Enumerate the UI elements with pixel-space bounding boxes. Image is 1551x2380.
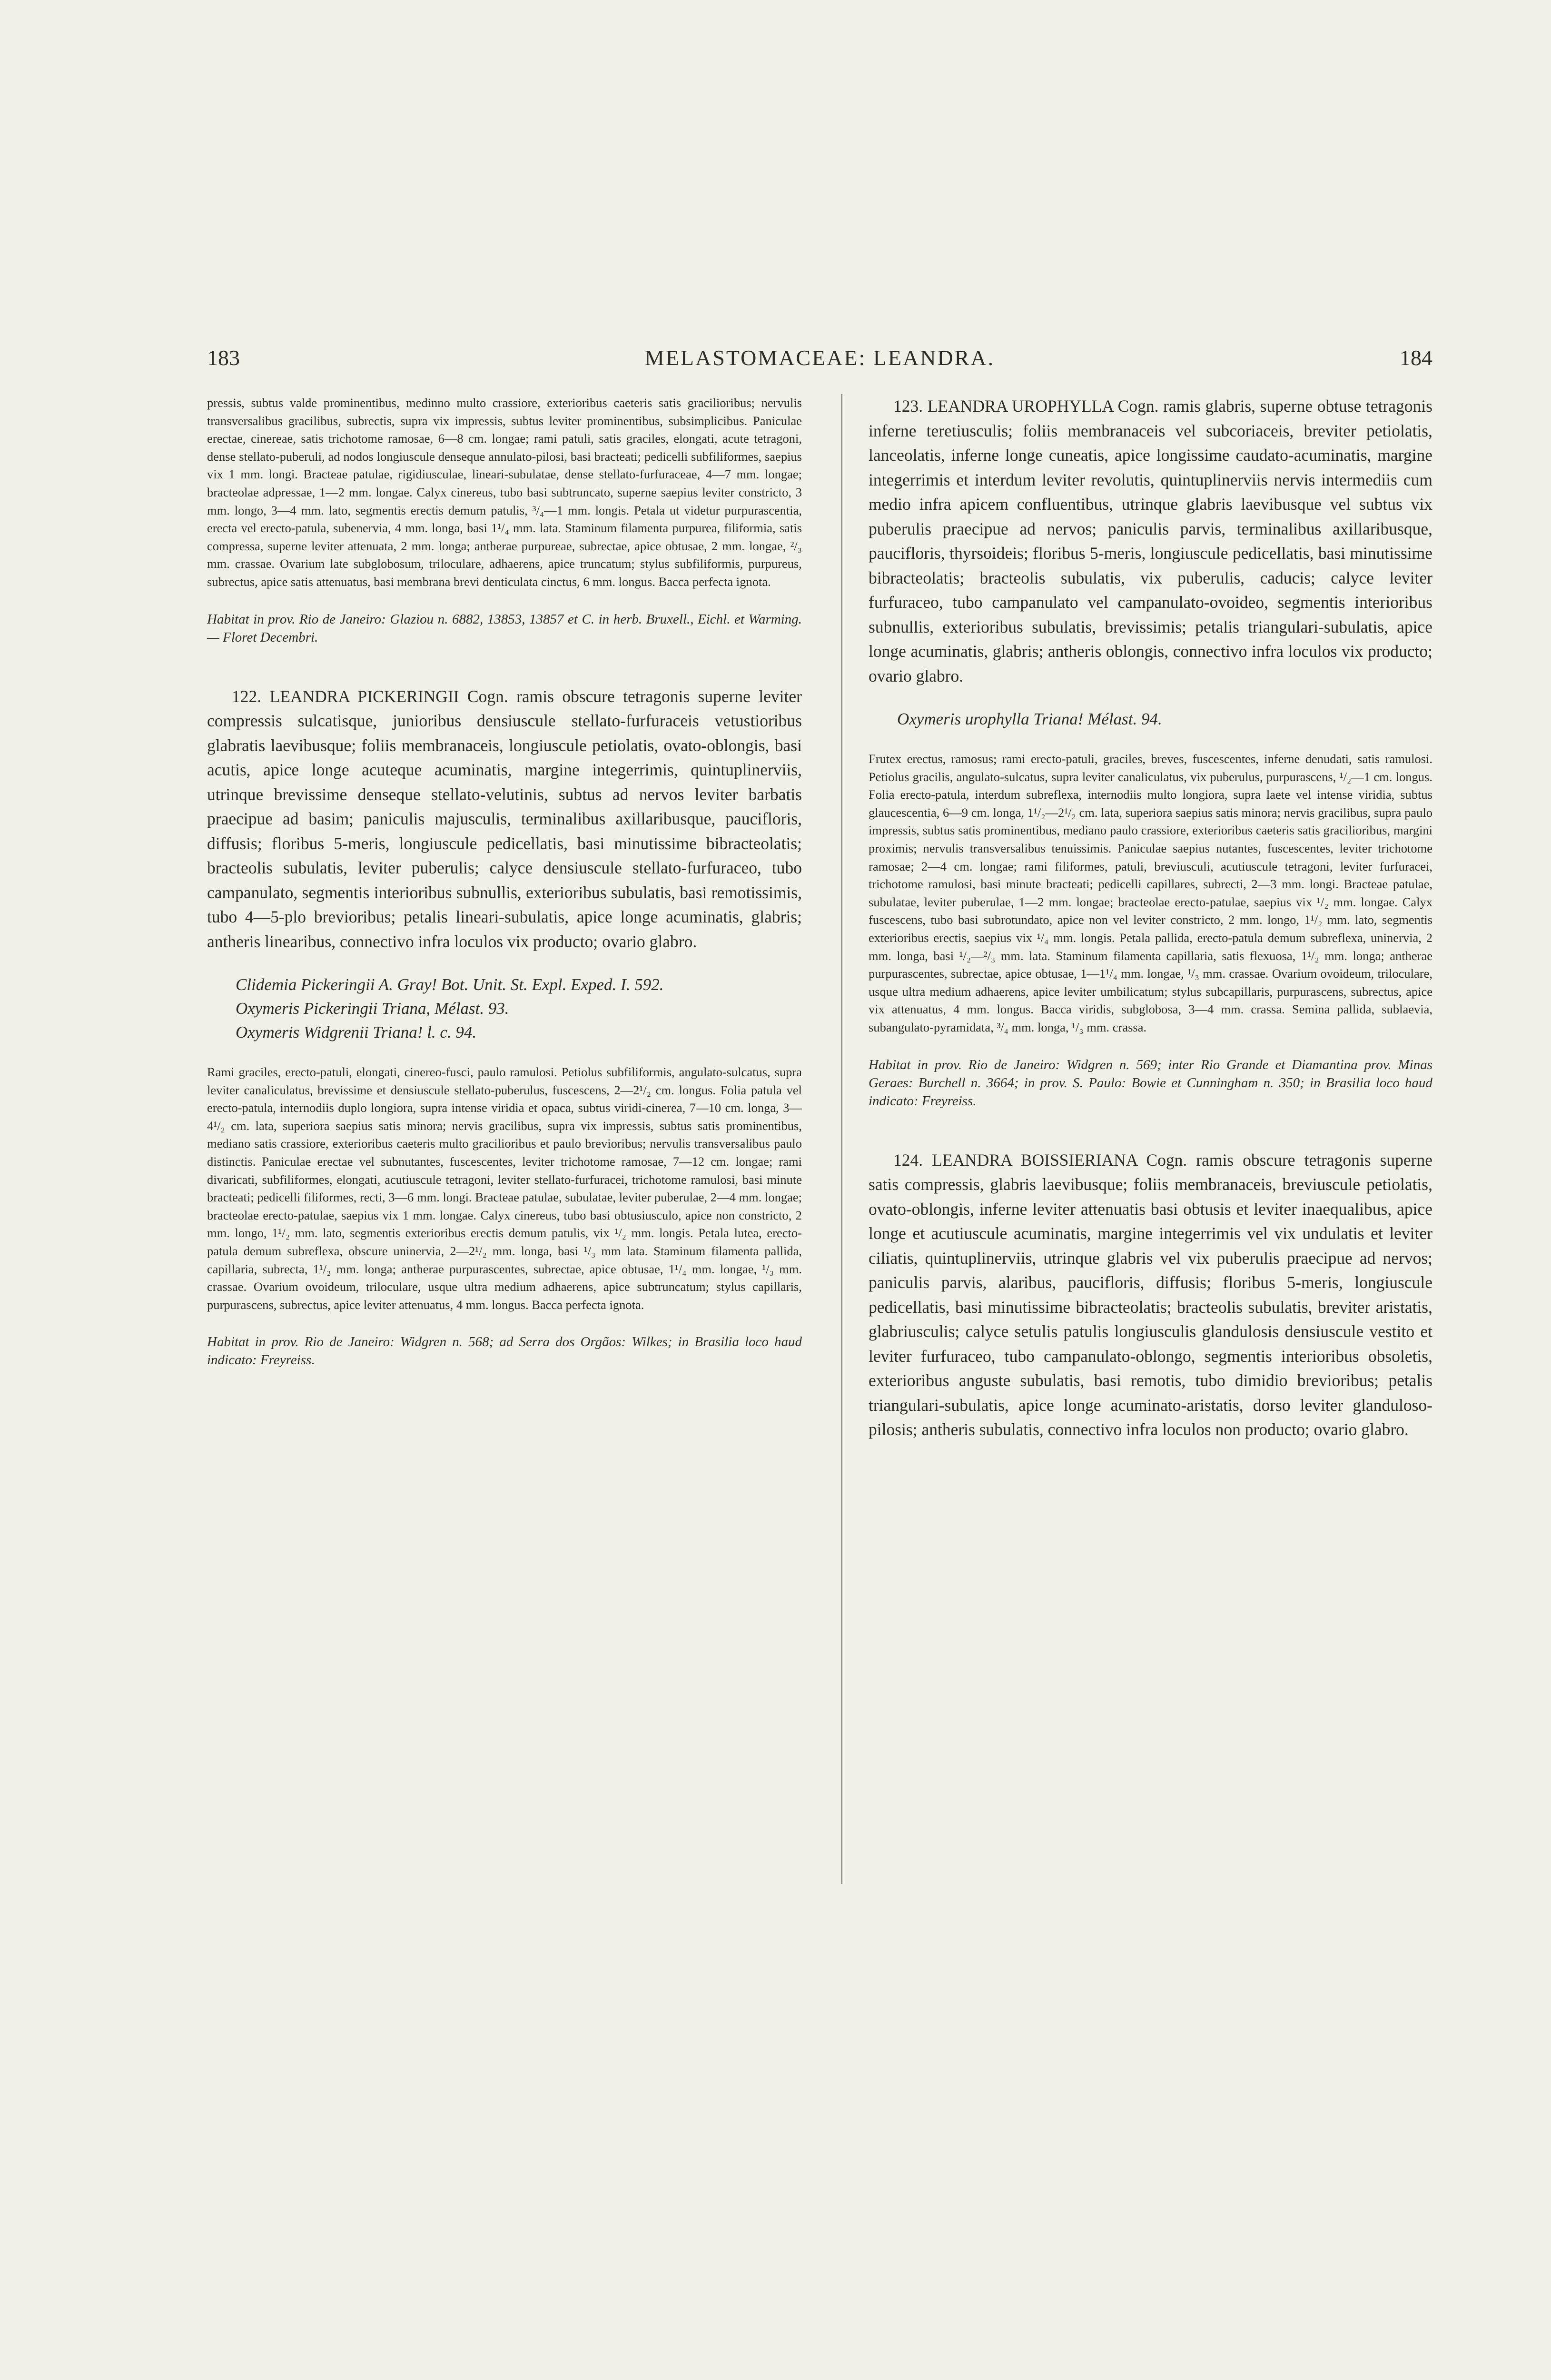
description-122: Rami graciles, erecto-patuli, elongati, cinereo-fusci, paulo ramulosi. Petiolus subfiliformis, angulato-sulcatus, supra leviter canaliculatus, brevissime et densiuscule stellato-puberulus, fuscescens, 2—2¹/₂ cm. longus. Folia patula vel erecto-patula, internodiis duplo longiora, supra intense viridia et opaca, subtus viridi-cinerea, 7—10 cm. longa, 3—4¹/₂ cm. lata, superiora saepius satis minora; nervis gracilibus, supra vix impressis, subtus satis prominentibus, mediano satis crassiore, exterioribus caeteris multo gracilioribus et paulo brevioribus; nervulis transversalibus paulo distinctis. Paniculae erectae vel subnutantes, fuscescentes, leviter trichotome ramosae, 7—12 cm. longae; rami divaricati, subfiliformes, elongati, acutiuscule tetragoni, leviter stellato-furfuracei, trichotome ramulosi, basi minute bracteati; pedicelli filiformes, recti, 3—6 mm. longi. Bracteae patulae, subulatae, leviter puberulae, 2—4 mm. longae; bracteolae erecto-patulae, saepius vix 1 mm. longae. Calyx cinereus, tubo basi obtusiusculo, apice non constricto, 2 mm. longo, 1¹/₂ mm. lato, segmentis exterioribus erectis demum patulis, vix ¹/₂ mm. longis. Petala lutea, erecto-patula demum subreflexa, obscure uninervia, 2—2¹/₂ mm. longa, basi ¹/₃ mm lata. Staminum filamenta pallida, capillaria, subrecta, 1¹/₂ mm. longa; antherae purpurascentes, subrectae, apice obtusae, 1¹/₄ mm. longae, ¹/₃ mm. crassae. Ovarium ovoideum, triloculare, usque ultra medium adhaerens, apice subtruncatum; stylus capillaris, purpurascens, subrectus, apice leviter attenuatus, 4 mm. longus. Bacca perfecta ignota. xyxy=(207,1065,802,1312)
synonym-122-2: Oxymeris Pickeringii Triana, Mélast. 93. xyxy=(236,999,509,1018)
habitat-123: Habitat in prov. Rio de Janeiro: Widgren n. 569; inter Rio Grande et Diamantina prov. Minas Geraes: Burchell n. 3664; in prov. S. Paulo: Bowie et Cunningham n. 350; in Brasilia loco haud indicato: Freyreiss. xyxy=(869,1057,1432,1109)
column-divider xyxy=(841,394,842,1884)
habitat-121: Habitat in prov. Rio de Janeiro: Glaziou n. 6882, 13853, 13857 et C. in herb. Bruxell., Eichl. et Warming. — Floret Decembri. xyxy=(207,611,802,645)
right-column xyxy=(869,394,1432,1442)
synonym-123: Oxymeris urophylla Triana! Mélast. 94. xyxy=(897,710,1162,728)
habitat-122: Habitat in prov. Rio de Janeiro: Widgren n. 568; ad Serra dos Orgãos: Wilkes; in Brasilia loco haud indicato: Freyreiss. xyxy=(207,1334,802,1368)
left-column xyxy=(207,394,802,1369)
species-123-diagnosis: 123. LEANDRA UROPHYLLA Cogn. ramis glabris, superne obtuse tetragonis inferne teretiusculis; foliis membranaceis vel subcoriaceis, breviter petiolatis, lanceolatis, inferne longe cuneatis, apice longissime caudato-acuminatis, margine integerrimis et interdum leviter revolutis, quintuplinerviis nervis intermediis cum medio infra apicem confluentibus, utrinque glabris laevibusque vel subtus vix puberulis praecipue ad nervos; paniculis parvis, terminalibus axillaribusque, paucifloris, thyrsoideis; floribus 5-meris, longiuscule pedicellatis, basi minutissime bibracteolatis; bracteolis subulatis, vix puberulis, caducis; calyce leviter furfuraceo, tubo campanulato vel campanulato-ovoideo, segmentis interioribus subnullis, exterioribus subulatis, brevissimis; petalis triangulari-subulatis, apice longe acuminatis, glabris; antheris oblongis, connectivo infra loculos vix producto; ovario glabro. xyxy=(869,397,1432,685)
page-header xyxy=(207,345,1432,378)
continued-description: pressis, subtus valde prominentibus, medinno multo crassiore, exterioribus caeteris satis gracilioribus; nervulis transversalibus gracilibus, subrectis, supra vix impressis, subtus leviter prominentibus, subsimplicibus. Paniculae erectae, cinereae, satis trichotome ramosae, 6—8 cm. longae; rami patuli, satis graciles, elongati, acute tetragoni, dense stellato-puberuli, ad nodos longiuscule denseque annulato-pilosi, basi bracteati; pedicelli subfiliformes, saepius vix 1 mm. longi. Bracteae patulae, rigidiusculae, lineari-subulatae, dense stellato-furfuraceae, 4—7 mm. longae; bracteolae adpressae, 1—2 mm. longae. Calyx cinereus, tubo basi subtruncato, superne saepius leviter constricto, 3 mm. longo, 3—4 mm. lato, segmentis erectis demum patulis, ³/₄—1 mm. longis. Petala ut videtur purpurascentia, erecta vel erecto-patula, subenervia, 4 mm. longa, basi 1¹/₄ mm. lata. Staminum filamenta purpurea, filiformia, satis compressa, superne leviter attenuata, 2 mm. longa; antherae purpureae, subrectae, apice obtusae, 2 mm. longae, ²/₃ mm. crassae. Ovarium late subglobosum, triloculare, adhaerens, apice truncatum; stylus subfiliformis, purpureus, subrectus, apice satis attenuatus, basi membrana brevi denticulata cinctus, 6 mm. longus. Bacca perfecta ignota. xyxy=(207,396,802,589)
page-number-left: 183 xyxy=(207,346,240,370)
description-123: Frutex erectus, ramosus; rami erecto-patuli, graciles, breves, fuscescentes, inferne denudati, satis ramulosi. Petiolus gracilis, angulato-sulcatus, supra leviter canaliculatus, vix puberulus, purpurascens, ¹/₂—1 cm. longus. Folia erecto-patula, interdum subreflexa, internodiis multo longiora, supra laete vel intense viridia, subtus glaucescentia, 6—9 cm. longa, 1¹/₂—2¹/₂ cm. lata, superiora saepius satis minora; nervis gracilibus, supra paulo impressis, subtus satis prominentibus, mediano paulo crassiore, exterioribus caeteris satis gracilioribus, margini proximis; nervulis transversalibus tenuissimis. Paniculae saepius nutantes, fuscescentes, leviter trichotome ramosae; 2—4 cm. longae; rami filiformes, patuli, breviusculi, acutiuscule tetragoni, leviter furfuracei, trichotome ramulosi, basi minute bracteati; pedicelli capillares, subrecti, 2—3 mm. longi. Bracteae patulae, subulatae, leviter puberulae, 1—2 mm. longae; bracteolae erecto-patulae, saepius vix ¹/₂ mm. longae. Calyx fuscescens, tubo basi subrotundato, apice non vel leviter constricto, 2 mm. longo, 1¹/₂ mm. lato, segmentis exterioribus erectis, saepius vix ¹/₄ mm. longis. Petala pallida, erecto-patula demum subreflexa, uninervia, 2 mm. longa, basi ¹/₂—²/₃ mm. lata. Staminum filamenta capillaria, satis flexuosa, 1¹/₂ mm. longa; antherae purpurascentes, subrectae, apice obtusae, 1—1¹/₄ mm. longae, ¹/₃ mm. crassae. Ovarium ovoideum, triloculare, usque ultra medium adhaerens, apice leviter umbilicatum; stylus subcapillaris, purpurascens, subrectus, apice vix attenuatus, 4 mm. longus. Bacca viridis, subglobosa, 3—4 mm. crassa. Semina pallida, sublaevia, subangulato-pyramidata, ³/₄ mm. longa, ¹/₃ mm. crassa. xyxy=(869,752,1432,1034)
running-title: MELASTOMACEAE: LEANDRA. xyxy=(644,346,995,370)
synonym-122-1: Clidemia Pickeringii A. Gray! Bot. Unit. St. Expl. Exped. I. 592. xyxy=(236,975,664,994)
species-122-diagnosis: 122. LEANDRA PICKERINGII Cogn. ramis obscure tetragonis superne leviter compressis sulcatisque, junioribus densiuscule stellato-furfuraceis vetustioribus glabratis laevibusque; foliis membranaceis, longiuscule petiolatis, ovato-oblongis, basi acutis, apice longe acuteque acuminatis, margine integerrimis, quintuplinerviis, utrinque brevissime denseque stellato-velutinis, subtus ad nervos leviter barbatis praecipue ad basim; paniculis majusculis, terminalibus axillaribusque, paucifloris, diffusis; floribus 5-meris, longiuscule pedicellatis, basi minutissime bibracteolatis; bracteolis subulatis, leviter puberulis; calyce densiuscule stellato-furfuraceo, tubo campanulato, segmentis interioribus subnullis, exterioribus subulatis, basi remotissimis, tubo 4—5-plo brevioribus; petalis lineari-subulatis, apice longe acuminatis, glabris; antheris linearibus, connectivo infra loculos vix producto; ovario glabro. xyxy=(207,686,802,951)
synonym-122-3: Oxymeris Widgrenii Triana! l. c. 94. xyxy=(236,1023,477,1042)
species-124-diagnosis: 124. LEANDRA BOISSIERIANA Cogn. ramis obscure tetragonis superne satis compressis, glabris laevibusque; foliis membranaceis, breviuscule petiolatis, ovato-oblongis, inferne leviter attenuatis basi obtusis et leviter inaequalibus, apice longe et acutiuscule acuminatis, margine integerrimis vel vix undulatis et leviter ciliatis, quintuplinerviis, utrinque glabris vel vix puberulis praecipue ad nervos; paniculis parvis, alaribus, paucifloris, diffusis; floribus 5-meris, longiuscule pedicellatis, basi minutissime bibracteolatis; bracteolis subulatis, breviter aristatis, glabriusculis; calyce setulis patulis longiusculis glandulosis densiuscule vestito et leviter furfuraceo, tubo campanulato-oblongo, segmentis interioribus obsoletis, exterioribus anguste subulatis, basi remotis, tubo dimidio brevioribus; petalis triangulari-subulatis, apice longe acuminato-aristatis, dorso leviter glanduloso-pilosis; antheris subulatis, connectivo infra loculos non producto; ovario glabro. xyxy=(869,1150,1432,1439)
page-number-right: 184 xyxy=(1400,346,1432,370)
